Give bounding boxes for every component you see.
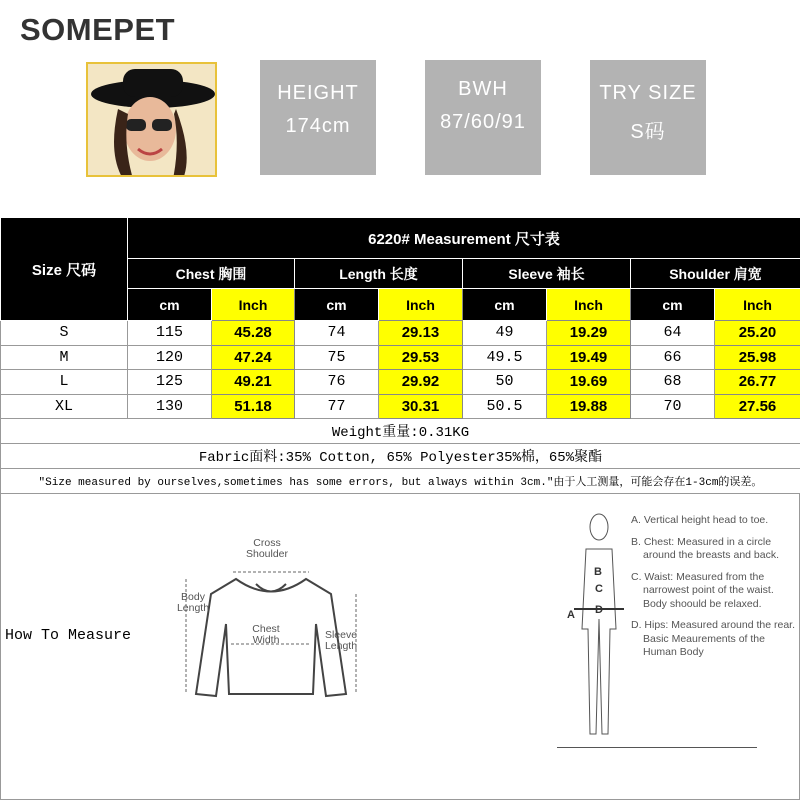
measure-notes: [631, 514, 796, 668]
value-cell: 25.98: [715, 345, 800, 370]
height-value: 174cm: [285, 115, 351, 137]
value-cell: 29.53: [379, 345, 463, 370]
bwh-box: [425, 60, 541, 175]
fabric-text: Fabric面料:35% Cotton, 65% Polyester35%棉，65%聚酯: [1, 444, 800, 469]
value-cell: 19.88: [547, 394, 631, 419]
value-cell: 76: [295, 370, 379, 395]
value-cell: 115: [128, 321, 212, 346]
group-header: Shoulder 肩宽: [631, 259, 800, 289]
cross-shoulder-label: Cross Shoulder: [245, 537, 289, 560]
value-cell: 26.77: [715, 370, 800, 395]
value-cell: 45.28: [212, 321, 295, 346]
unit-cm: cm: [295, 289, 379, 321]
size-cell: XL: [1, 394, 128, 419]
note-text: "Size measured by ourselves,sometimes has some errors, but always within 3cm."由于人工测量，可能会存在1-3cm的误差。: [1, 469, 800, 494]
group-header: Sleeve 袖长: [463, 259, 631, 289]
chest-width-label: Chest Width: [252, 623, 280, 646]
unit-cm: cm: [463, 289, 547, 321]
value-cell: 27.56: [715, 394, 800, 419]
model-photo: [86, 62, 217, 177]
size-table: [0, 217, 800, 494]
value-cell: 75: [295, 345, 379, 370]
unit-cm: cm: [128, 289, 212, 321]
letter-d: D: [595, 604, 603, 616]
size-header: Size 尺码: [1, 218, 128, 321]
bwh-value: 87/60/91: [440, 111, 526, 133]
unit-cm: cm: [631, 289, 715, 321]
size-cell: M: [1, 345, 128, 370]
size-cell: S: [1, 321, 128, 346]
group-header: Chest 胸围: [128, 259, 295, 289]
value-cell: 29.92: [379, 370, 463, 395]
height-box: [260, 60, 376, 175]
letter-c: C: [595, 583, 603, 595]
group-header: Length 长度: [295, 259, 463, 289]
value-cell: 125: [128, 370, 212, 395]
letter-b: B: [594, 566, 602, 578]
table-row: [1, 394, 800, 419]
value-cell: 19.29: [547, 321, 631, 346]
letter-a: A: [567, 609, 575, 621]
try-size-label: TRY SIZE: [599, 82, 697, 104]
try-size-box: [590, 60, 706, 175]
height-label: HEIGHT: [277, 82, 359, 104]
unit-inch: Inch: [715, 289, 800, 321]
how-to-measure-title: How To Measure: [5, 627, 132, 644]
body-length-label: Body Length: [176, 591, 210, 614]
value-cell: 74: [295, 321, 379, 346]
note-d: D. Hips: Measured around the rear. Basic Meaurements of the Human Body: [631, 619, 796, 658]
size-cell: L: [1, 370, 128, 395]
note-c: C. Waist: Measured from the narrowest point of the waist. Body shoould be relaxed.: [631, 570, 774, 610]
weight-text: Weight重量:0.31KG: [1, 419, 800, 444]
value-cell: 30.31: [379, 394, 463, 419]
value-cell: 49.5: [463, 345, 547, 370]
table-title: 6220# Measurement 尺寸表: [128, 218, 800, 259]
value-cell: 19.69: [547, 370, 631, 395]
value-cell: 29.13: [379, 321, 463, 346]
sleeve-length-label: Sleeve Length: [324, 629, 358, 652]
table-row: [1, 345, 800, 370]
value-cell: 47.24: [212, 345, 295, 370]
unit-inch: Inch: [379, 289, 463, 321]
model-image-icon: [88, 64, 217, 177]
how-to-measure-section: [0, 493, 800, 800]
value-cell: 50: [463, 370, 547, 395]
value-cell: 68: [631, 370, 715, 395]
value-cell: 19.49: [547, 345, 631, 370]
table-row: [1, 321, 800, 346]
value-cell: 70: [631, 394, 715, 419]
try-size-value: S码: [630, 121, 666, 143]
value-cell: 120: [128, 345, 212, 370]
value-cell: 51.18: [212, 394, 295, 419]
value-cell: 66: [631, 345, 715, 370]
note-b: B. Chest: Measured in a circle around the breasts and back.: [631, 535, 780, 561]
body-figure-icon: [566, 509, 626, 739]
note-a: A. Vertical height head to toe.: [631, 514, 769, 526]
value-cell: 49: [463, 321, 547, 346]
unit-inch: Inch: [547, 289, 631, 321]
value-cell: 64: [631, 321, 715, 346]
brand-logo: SOMEPET: [20, 12, 176, 47]
value-cell: 50.5: [463, 394, 547, 419]
value-cell: 49.21: [212, 370, 295, 395]
divider: [557, 747, 757, 748]
value-cell: 25.20: [715, 321, 800, 346]
table-row: [1, 370, 800, 395]
unit-inch: Inch: [212, 289, 295, 321]
value-cell: 77: [295, 394, 379, 419]
bwh-label: BWH: [458, 78, 508, 100]
value-cell: 130: [128, 394, 212, 419]
